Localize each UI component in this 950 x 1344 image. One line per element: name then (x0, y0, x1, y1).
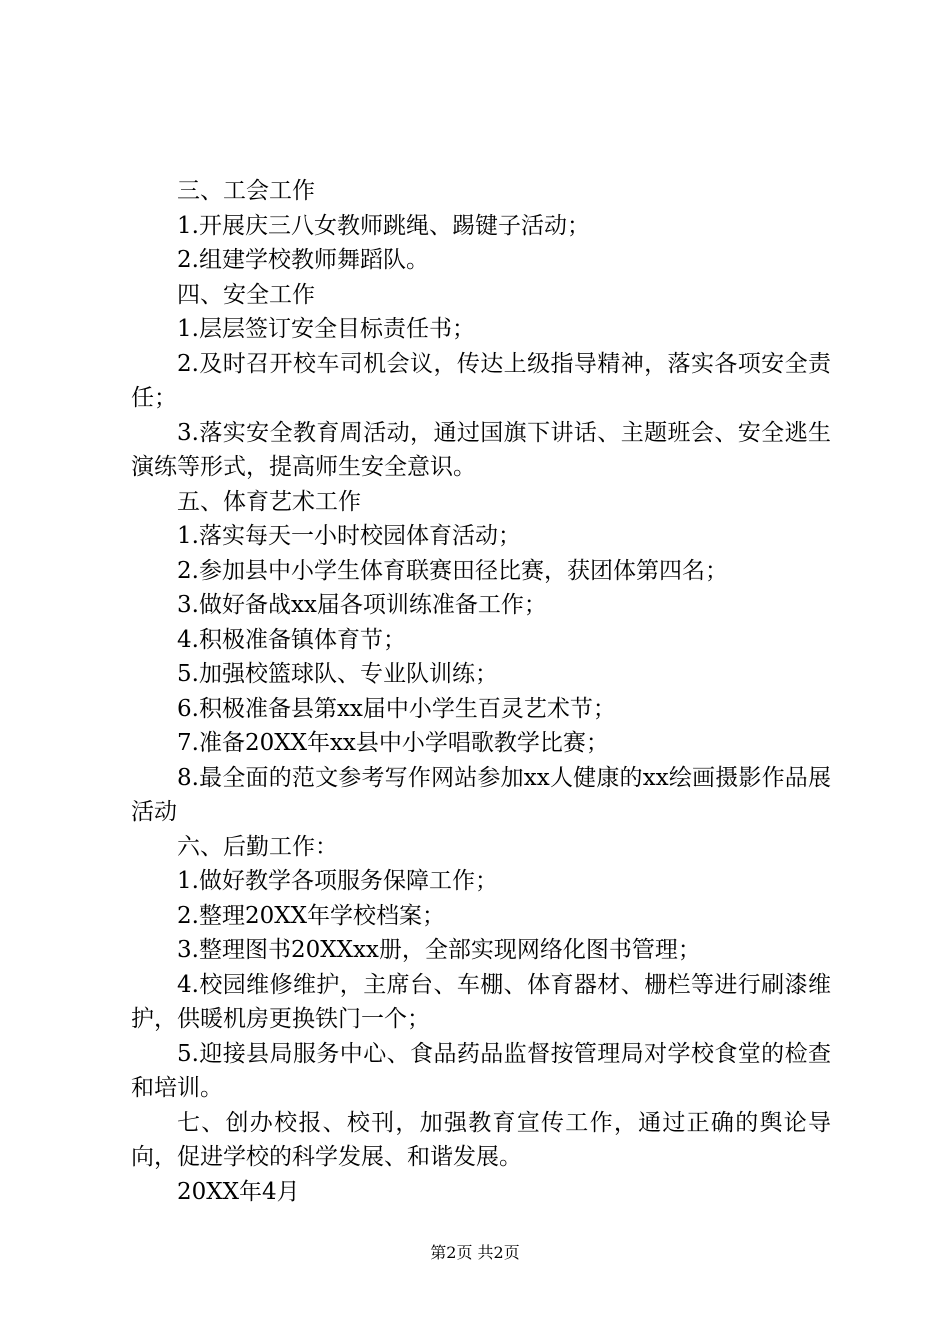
list-item: 1.落实每天一小时校园体育活动； (177, 523, 521, 549)
list-item: 3.落实安全教育周活动，通过国旗下讲话、主题班会、安全逃生演练等形式，提高师生安全意识。 (131, 419, 831, 480)
list-item: 4.校园维修维护，主席台、车棚、体育器材、栅栏等进行刷漆维护，供暖机房更换铁门一个； (131, 971, 831, 1032)
section-heading-publicity: 七、创办校报、校刊，加强教育宣传工作，通过正确的舆论导向，促进学校的科学发展、和谐发展。 (131, 1109, 831, 1170)
list-item: 2.参加县中小学生体育联赛田径比赛，获团体第四名； (177, 557, 728, 584)
list-item: 1.开展庆三八女教师跳绳、踢键子活动； (177, 212, 590, 239)
list-item: 6.积极准备县第xx届中小学生百灵艺术节； (177, 695, 616, 722)
list-item: 3.整理图书20XXxx册，全部实现网络化图书管理； (177, 937, 701, 963)
list-item: 2.整理20XX年学校档案； (177, 902, 445, 929)
list-item: 4.积极准备镇体育节； (177, 626, 406, 653)
document-body (131, 174, 831, 1209)
section-heading-sports-arts: 五、体育艺术工作 (177, 488, 361, 515)
list-item: 7.准备20XX年xx县中小学唱歌教学比赛； (177, 730, 609, 756)
section-heading-logistics: 六、后勤工作： (177, 833, 338, 860)
list-item: 3.做好备战xx届各项训练准备工作； (177, 592, 547, 618)
section-heading-safety: 四、安全工作 (177, 281, 315, 308)
list-item: 5.加强校篮球队、专业队训练； (177, 661, 498, 687)
list-item: 2.及时召开校车司机会议，传达上级指导精神，落实各项安全责任； (131, 350, 831, 411)
list-item: 2.组建学校教师舞蹈队。 (177, 247, 429, 273)
list-item: 5.迎接县局服务中心、食品药品监督按管理局对学校食堂的检查和培训。 (131, 1040, 831, 1101)
list-item: 1.层层签订安全目标责任书； (177, 316, 475, 342)
page-footer: 第2页 共2页 (430, 1243, 520, 1262)
document-date: 20XX年4月 (177, 1178, 300, 1205)
section-heading-union: 三、工会工作 (177, 178, 315, 204)
list-item: 8.最全面的范文参考写作网站参加xx人健康的xx绘画摄影作品展活动 (131, 764, 831, 825)
list-item: 1.做好教学各项服务保障工作； (177, 868, 498, 894)
